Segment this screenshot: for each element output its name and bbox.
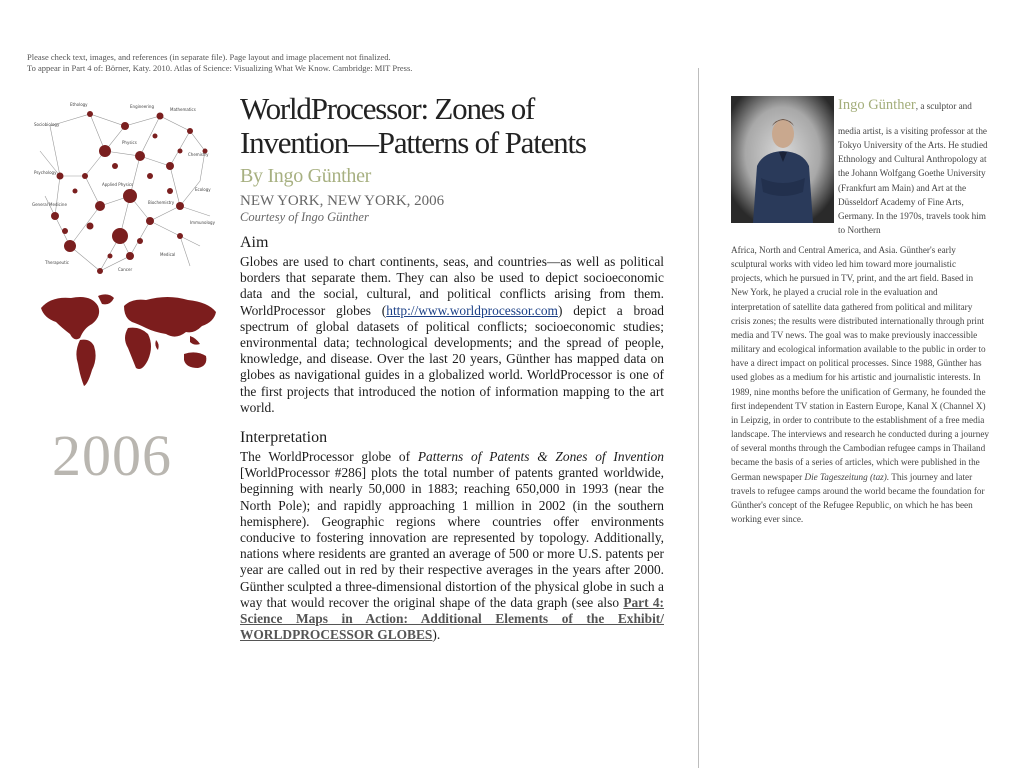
network-label: Chemistry [188, 152, 209, 157]
aim-paragraph [240, 254, 664, 416]
interp-text-part: [WorldProcessor #286] plots the total number of patents granted worldwide, beginning with nearly 50,000 in 1883; reaching 650,000 in 1993 (near the North Pole); and rapidly approaching 1 million in 2002 (in the southern hemisphere). Geographic regions where countries offer environments conducive to fostering innovation are represented by topology. Additionally, nations where residents are granted an average of 500 or more U.S. patents per year are called out in red by their respective averages in the years after 2000. Günther sculpted a three-dimensional distortion of the physical globe in such a way that would recover the original shape of the data graph (see also [240, 465, 664, 610]
image-credit: Courtesy of Ingo Günther [240, 210, 369, 224]
world-map-image [36, 288, 226, 393]
network-label: Psychology [34, 170, 57, 175]
science-network-map [30, 96, 235, 286]
bio-text-part: Africa, North and Central America, and Asia. Günther's early sculptural works with video led him toward more journalistic projects, which he pursued in TV, print, and the art field. Based in New York, he played a crucial role in the evaluation and interpretation of satellite data gathered from political and military crisis zones; the results were distributed internationally through print media and TV news. The goal was to make previously inaccessible military and ecological information available to the public in order to have a direct impact on political processes. Since 1988, Günther has used globes as a medium for his artistic and journalistic interests. In 1989, nine months before the unification of Germany, he founded the first independent TV station in Eastern Europe, Kanal X (Channel X) in Leipzig, in order to contribute to the establishment of a free media landscape. The interviews and research he conducted during a journey of several months through the Cambodian refugee camps in Thailand became the basis of a series of articles, which were published in the German newspaper [731, 245, 989, 482]
bio-text-part: This journey and later travels to refugee camps around the world became the foundation for Günther's concept of the Refugee Republic, on which he has been working ever since. [731, 471, 985, 524]
bio-after-name: , a sculptor and [915, 101, 972, 111]
aim-text-part: Globes are used to chart continents, seas, and countries—as well as political borders that separate them. They can also be used to depict socioeconomic data and the social, cultural, and political conflicts arising from them. WorldProcessor globes ( [240, 254, 664, 318]
network-label: Therapeutic [45, 260, 69, 265]
network-label: Cancer [118, 267, 133, 272]
proof-notice [27, 52, 412, 74]
network-label: Sociobiology [34, 122, 60, 127]
bio-name: Ingo Günther [838, 97, 916, 113]
byline: By Ingo Günther [240, 165, 372, 187]
bio-side-text: media artist, is a visiting professor at the Tokyo University of the Arts. He studied Ethnology and Cultural Anthropology at the Johann Wolfgang Goethe University (Frankfurt am Main) and Art at the Düsseldorf Academy of Fine Arts, Germany. In the 1970s, travels took him to Northern [838, 126, 988, 236]
aim-text-part: ) depict a broad spectrum of global datasets of political conflicts; socioeconomic studies; environmental data; technological developments; and the spread of people, knowledge, and disease. Over the last 20 years, Günther has mapped data on globes as navigational guides in a globalized world. WorldProcessor is one of the first projects that introduced the notion of information mapping to the art world. [240, 302, 664, 415]
interp-text-part: ). [432, 627, 441, 643]
interpretation-heading: Interpretation [240, 429, 328, 447]
article-title-line-1: WorldProcessor: Zones of [240, 91, 535, 126]
article [240, 92, 664, 643]
network-label: Medical [160, 252, 176, 257]
interpretation-paragraph [240, 449, 664, 643]
globe-title-italic: Patterns of Patents & Zones of Invention [417, 449, 665, 465]
article-title [240, 92, 664, 160]
network-label: Biochemistry [148, 200, 175, 205]
network-label: Ecology [195, 187, 211, 192]
network-label: General Medicine [32, 202, 67, 207]
network-label: Immunology [190, 220, 215, 225]
proof-notice-line-2: To appear in Part 4 of: Börner, Katy. 2010. Atlas of Science: Visualizing What We Know. Cambridge: MIT Press. [27, 63, 413, 73]
article-title-line-2: Invention—Patterns of Patents [240, 125, 586, 160]
aim-heading: Aim [240, 234, 269, 251]
interp-text-part: The WorldProcessor globe of [240, 449, 418, 465]
network-label: Ethology [70, 102, 88, 107]
author-portrait [731, 96, 834, 223]
network-label: Physics [122, 140, 137, 145]
bio-main-text [731, 243, 989, 526]
worldprocessor-link[interactable]: http://www.worldprocessor.com [386, 302, 558, 318]
column-divider [698, 68, 699, 768]
network-label: Mathematics [170, 107, 196, 112]
newspaper-title-italic: Die Tageszeitung (taz). [804, 471, 890, 482]
cross-reference-link[interactable]: Part 4: Science Maps in Action: Additional Elements of the Exhibit/ WORLDPROCESSOR GLOBES [240, 594, 665, 643]
network-label: Applied Physics [102, 182, 134, 187]
bio-intro-line [838, 98, 988, 113]
proof-notice-line-1: Please check text, images, and references (in separate file). Page layout and image placement not finalized. [27, 52, 391, 62]
location-date: NEW YORK, NEW YORK, 2006 [240, 193, 445, 209]
network-label: Engineering [130, 104, 154, 109]
year-label: 2006 [52, 423, 172, 488]
